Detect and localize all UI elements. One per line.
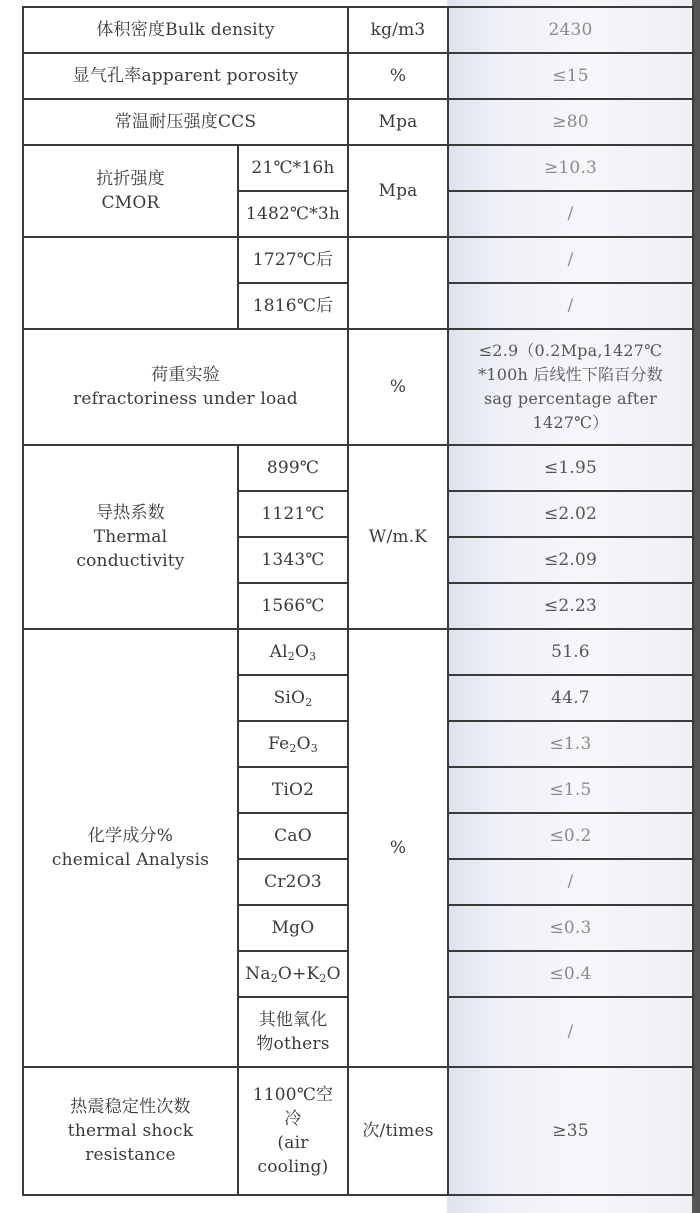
others-line-1: 其他氧化 xyxy=(258,1010,328,1030)
al2o3-value: 51.6 xyxy=(448,629,693,675)
sio2-value: 44.7 xyxy=(448,675,693,721)
table-row xyxy=(23,99,693,145)
rul-value-line-3: sag percentage after xyxy=(484,389,657,408)
ts-label-line-3: resistance xyxy=(85,1145,176,1165)
rul-unit: % xyxy=(348,329,448,445)
rul-value-line-2: *100h 后线性下陷百分数 xyxy=(478,365,663,384)
thermal-shock-unit: 次/times xyxy=(348,1067,448,1195)
cmor-condition-1: 21℃*16h xyxy=(238,145,348,191)
cr2o3-value: / xyxy=(448,859,693,905)
table-row xyxy=(23,145,693,191)
table-row xyxy=(23,445,693,491)
tc-label-line-3: conductivity xyxy=(76,551,185,571)
ts-label-line-2: thermal shock xyxy=(67,1121,194,1141)
cmor-label-cn: 抗折强度 xyxy=(96,169,165,189)
after-heating-value-1: / xyxy=(448,237,693,283)
tc-temp-2: 1121℃ xyxy=(238,491,348,537)
tc-value-1: ≤1.95 xyxy=(448,445,693,491)
chemical-label-cn: 化学成分% xyxy=(87,826,174,846)
tc-unit: W/m.K xyxy=(348,445,448,629)
component-sio2: SiO$_2$ xyxy=(238,675,348,721)
after-heating-unit xyxy=(348,237,448,329)
thermal-shock-condition xyxy=(238,1067,348,1195)
cmor-value-1: ≥10.3 xyxy=(448,145,693,191)
table-row xyxy=(23,53,693,99)
property-table xyxy=(22,6,694,1196)
tc-value-2: ≤2.02 xyxy=(448,491,693,537)
tc-temp-1: 899℃ xyxy=(238,445,348,491)
apparent-porosity-value: ≤15 xyxy=(448,53,693,99)
table-row xyxy=(23,629,693,675)
component-na2o-k2o: $Na_2O+K_2O$ xyxy=(238,951,348,997)
ccs-unit: Mpa xyxy=(348,99,448,145)
others-value: / xyxy=(448,997,693,1067)
ts-cond-line-2: 冷 xyxy=(284,1109,302,1129)
table-row xyxy=(23,7,693,53)
bulk-density-label: 体积密度Bulk density xyxy=(23,7,348,53)
thermal-shock-label xyxy=(23,1067,238,1195)
cmor-unit: Mpa xyxy=(348,145,448,237)
component-mgo: MgO xyxy=(238,905,348,951)
bulk-density-value: 2430 xyxy=(448,7,693,53)
mgo-value: ≤0.3 xyxy=(448,905,693,951)
tc-temp-3: 1343℃ xyxy=(238,537,348,583)
chemical-unit: % xyxy=(348,629,448,1067)
thermal-shock-value: ≥35 xyxy=(448,1067,693,1195)
table-row xyxy=(23,1067,693,1195)
rul-value-line-4: 1427℃） xyxy=(532,413,609,432)
cmor-label xyxy=(23,145,238,237)
chemical-label xyxy=(23,629,238,1067)
tio2-value: ≤1.5 xyxy=(448,767,693,813)
rul-label-cn: 荷重实验 xyxy=(151,365,220,385)
others-line-2: 物others xyxy=(256,1034,330,1054)
ts-label-line-1: 热震稳定性次数 xyxy=(70,1097,191,1117)
tc-label-line-2: Thermal xyxy=(93,527,168,547)
after-heating-value-2: / xyxy=(448,283,693,329)
table-row xyxy=(23,329,693,445)
component-others xyxy=(238,997,348,1067)
tc-label-line-1: 导热系数 xyxy=(96,503,165,523)
cao-value: ≤0.2 xyxy=(448,813,693,859)
rul-label-en: refractoriness under load xyxy=(73,389,298,409)
tc-value-3: ≤2.09 xyxy=(448,537,693,583)
after-heating-label xyxy=(23,237,238,329)
ts-cond-line-3: (air xyxy=(277,1133,309,1153)
ccs-value: ≥80 xyxy=(448,99,693,145)
ts-cond-line-4: cooling) xyxy=(257,1157,329,1177)
rul-value xyxy=(448,329,693,445)
cmor-value-2: / xyxy=(448,191,693,237)
apparent-porosity-unit: % xyxy=(348,53,448,99)
fe2o3-value: ≤1.3 xyxy=(448,721,693,767)
cmor-label-en: CMOR xyxy=(101,193,160,213)
ccs-label: 常温耐压强度CCS xyxy=(23,99,348,145)
rul-label xyxy=(23,329,348,445)
table-row xyxy=(23,237,693,283)
apparent-porosity-label: 显气孔率apparent porosity xyxy=(23,53,348,99)
ts-cond-line-1: 1100℃空 xyxy=(252,1085,334,1105)
tc-temp-4: 1566℃ xyxy=(238,583,348,629)
component-fe2o3: $Fe_2O_3$ xyxy=(238,721,348,767)
after-heating-condition-1: 1727℃后 xyxy=(238,237,348,283)
component-cao: CaO xyxy=(238,813,348,859)
component-al2o3: $Al_2O_3$ xyxy=(238,629,348,675)
thermal-conductivity-label xyxy=(23,445,238,629)
na2o-k2o-value: ≤0.4 xyxy=(448,951,693,997)
bulk-density-unit: kg/m3 xyxy=(348,7,448,53)
chemical-label-en: chemical Analysis xyxy=(51,850,210,870)
component-cr2o3: Cr2O3 xyxy=(238,859,348,905)
cmor-condition-2: 1482℃*3h xyxy=(238,191,348,237)
component-tio2: TiO2 xyxy=(238,767,348,813)
rul-value-line-1: ≤2.9（0.2Mpa,1427℃ xyxy=(478,341,663,360)
tc-value-4: ≤2.23 xyxy=(448,583,693,629)
after-heating-condition-2: 1816℃后 xyxy=(238,283,348,329)
